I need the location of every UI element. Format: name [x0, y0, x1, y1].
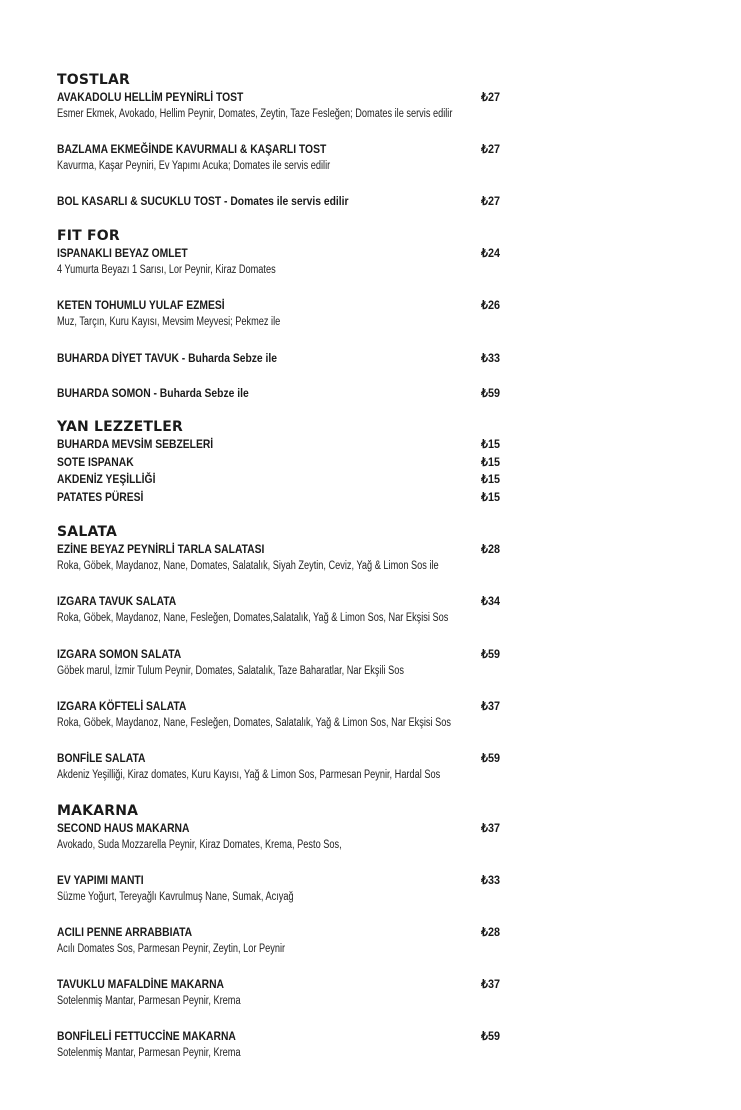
menu-item-price: ₺15 — [481, 437, 500, 451]
menu-item-name: BAZLAMA EKMEĞİNDE KAVURMALI & KAŞARLI TOST — [57, 142, 327, 156]
menu-item-price: ₺37 — [481, 699, 500, 713]
menu-item-price: ₺26 — [481, 298, 500, 312]
section-title-fit-for: FIT FOR — [57, 228, 120, 244]
menu-item-price: ₺15 — [481, 490, 500, 504]
menu-item-price: ₺28 — [481, 925, 500, 939]
menu-item-description: Sotelenmiş Mantar, Parmesan Peynir, Krema — [57, 995, 241, 1007]
menu-item-name: IZGARA KÖFTELİ SALATA — [57, 699, 187, 713]
menu-item-description: Avokado, Suda Mozzarella Peynir, Kiraz Domates, Krema, Pesto Sos, — [57, 839, 342, 851]
menu-item-name: EZİNE BEYAZ PEYNİRLİ TARLA SALATASI — [57, 542, 265, 556]
menu-item-name: IZGARA SOMON SALATA — [57, 647, 182, 661]
menu-item-price: ₺15 — [481, 455, 500, 469]
menu-item-description: 4 Yumurta Beyazı 1 Sarısı, Lor Peynir, Kiraz Domates — [57, 264, 276, 276]
menu-item-price: ₺37 — [481, 977, 500, 991]
menu-item-price: ₺15 — [481, 472, 500, 486]
menu-item-description: Kavurma, Kaşar Peyniri, Ev Yapımı Acuka; Domates ile servis edilir — [57, 160, 331, 172]
menu-item-price: ₺34 — [481, 594, 500, 608]
menu-item-price: ₺27 — [481, 194, 500, 208]
menu-item-name: BUHARDA DİYET TAVUK - Buharda Sebze ile — [57, 351, 277, 365]
menu-item-name: AVAKADOLU HELLİM PEYNİRLİ TOST — [57, 90, 244, 104]
menu-item-description: Roka, Göbek, Maydanoz, Nane, Fesleğen, Domates,Salatalık, Yağ & Limon Sos, Nar Ekşisi Sos — [57, 612, 449, 624]
menu-item-name: AKDENİZ YEŞİLLİĞİ — [57, 472, 156, 486]
menu-item-price: ₺28 — [481, 542, 500, 556]
menu-item-description: Roka, Göbek, Maydanoz, Nane, Fesleğen, Domates, Salatalık, Yağ & Limon Sos, Nar Ekşisi Sos — [57, 717, 451, 729]
menu-item-description: Göbek marul, İzmir Tulum Peynir, Domates, Salatalık, Taze Baharatlar, Nar Ekşili Sos — [57, 665, 405, 677]
menu-item-name: TAVUKLU MAFALDİNE MAKARNA — [57, 977, 225, 991]
menu-item-price: ₺37 — [481, 821, 500, 835]
menu-item-name: SECOND HAUS MAKARNA — [57, 821, 190, 835]
menu-item-price: ₺27 — [481, 142, 500, 156]
menu-item-price: ₺59 — [481, 386, 500, 400]
menu-item-name: ACILI PENNE ARRABBIATA — [57, 925, 193, 939]
menu-item-name: BONFİLE SALATA — [57, 751, 146, 765]
menu-item-name: BONFİLELİ FETTUCCİNE MAKARNA — [57, 1029, 236, 1043]
menu-item-description: Acılı Domates Sos, Parmesan Peynir, Zeytin, Lor Peynir — [57, 943, 286, 955]
section-title-makarna: MAKARNA — [57, 803, 139, 819]
menu-item-price: ₺27 — [481, 90, 500, 104]
menu-item-name: ISPANAKLI BEYAZ OMLET — [57, 246, 188, 260]
section-title-tostlar: TOSTLAR — [57, 72, 131, 88]
menu-item-price: ₺33 — [481, 873, 500, 887]
menu-item-name: IZGARA TAVUK SALATA — [57, 594, 177, 608]
menu-item-price: ₺59 — [481, 647, 500, 661]
menu-item-price: ₺59 — [481, 1029, 500, 1043]
menu-item-description: Akdeniz Yeşilliği, Kiraz domates, Kuru Kayısı, Yağ & Limon Sos, Parmesan Peynir, Hardal Sos — [57, 769, 441, 781]
menu-item-name: BUHARDA MEVSİM SEBZELERİ — [57, 437, 214, 451]
menu-item-description: Esmer Ekmek, Avokado, Hellim Peynir, Domates, Zeytin, Taze Fesleğen; Domates ile servis edilir — [57, 108, 453, 120]
menu-item-name: BUHARDA SOMON - Buharda Sebze ile — [57, 386, 249, 400]
section-title-yan-lezzetler: YAN LEZZETLER — [57, 419, 183, 435]
menu-item-name: SOTE ISPANAK — [57, 455, 134, 469]
menu-item-price: ₺33 — [481, 351, 500, 365]
menu-item-description: Roka, Göbek, Maydanoz, Nane, Domates, Salatalık, Siyah Zeytin, Ceviz, Yağ & Limon Sos ile — [57, 560, 439, 572]
menu-item-description: Muz, Tarçın, Kuru Kayısı, Mevsim Meyvesi; Pekmez ile — [57, 316, 281, 328]
menu-item-name: PATATES PÜRESİ — [57, 490, 144, 504]
menu-item-name: BOL KASARLI & SUCUKLU TOST - Domates ile servis edilir — [57, 194, 349, 208]
menu-item-price: ₺59 — [481, 751, 500, 765]
menu-item-description: Süzme Yoğurt, Tereyağlı Kavrulmuş Nane, Sumak, Acıyağ — [57, 891, 294, 903]
section-title-salata: SALATA — [57, 524, 118, 540]
menu-item-description: Sotelenmiş Mantar, Parmesan Peynir, Krema — [57, 1047, 241, 1059]
menu-item-name: KETEN TOHUMLU YULAF EZMESİ — [57, 298, 225, 312]
menu-item-name: EV YAPIMI MANTI — [57, 873, 144, 887]
menu-item-price: ₺24 — [481, 246, 500, 260]
